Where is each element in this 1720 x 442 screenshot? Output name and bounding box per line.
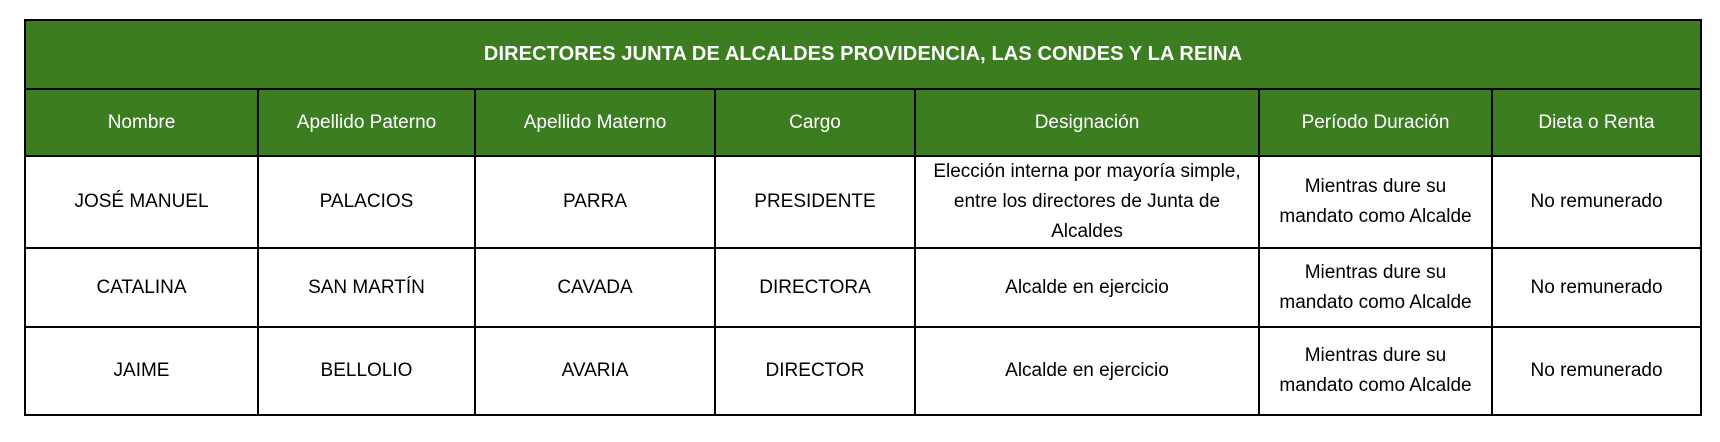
column-header-row [25,89,1701,156]
table-title-row [25,20,1701,89]
cell-designacion: Alcalde en ejercicio [915,327,1259,415]
column-header-nombre: Nombre [25,89,258,156]
cell-nombre: CATALINA [25,248,258,327]
cell-periodo-duracion: Mientras dure su mandato como Alcalde [1259,248,1492,327]
cell-dieta-o-renta: No remunerado [1492,327,1701,415]
cell-dieta-o-renta: No remunerado [1492,248,1701,327]
table-row [25,248,1701,327]
cell-nombre: JAIME [25,327,258,415]
cell-apellido-paterno: BELLOLIO [258,327,475,415]
cell-cargo: PRESIDENTE [715,156,915,248]
column-header-apellido-materno: Apellido Materno [475,89,715,156]
cell-apellido-materno: AVARIA [475,327,715,415]
column-header-designacion: Designación [915,89,1259,156]
directors-table [24,19,1702,416]
cell-apellido-paterno: SAN MARTÍN [258,248,475,327]
table-row [25,327,1701,415]
column-header-apellido-paterno: Apellido Paterno [258,89,475,156]
table-row [25,156,1701,248]
cell-apellido-materno: PARRA [475,156,715,248]
cell-cargo: DIRECTOR [715,327,915,415]
cell-cargo: DIRECTORA [715,248,915,327]
cell-apellido-materno: CAVADA [475,248,715,327]
cell-designacion: Alcalde en ejercicio [915,248,1259,327]
cell-nombre: JOSÉ MANUEL [25,156,258,248]
cell-apellido-paterno: PALACIOS [258,156,475,248]
cell-periodo-duracion: Mientras dure su mandato como Alcalde [1259,327,1492,415]
cell-periodo-duracion: Mientras dure su mandato como Alcalde [1259,156,1492,248]
column-header-cargo: Cargo [715,89,915,156]
table-title: DIRECTORES JUNTA DE ALCALDES PROVIDENCIA, LAS CONDES Y LA REINA [25,20,1701,89]
cell-dieta-o-renta: No remunerado [1492,156,1701,248]
cell-designacion: Elección interna por mayoría simple, entre los directores de Junta de Alcaldes [915,156,1259,248]
column-header-periodo-duracion: Período Duración [1259,89,1492,156]
column-header-dieta-o-renta: Dieta o Renta [1492,89,1701,156]
